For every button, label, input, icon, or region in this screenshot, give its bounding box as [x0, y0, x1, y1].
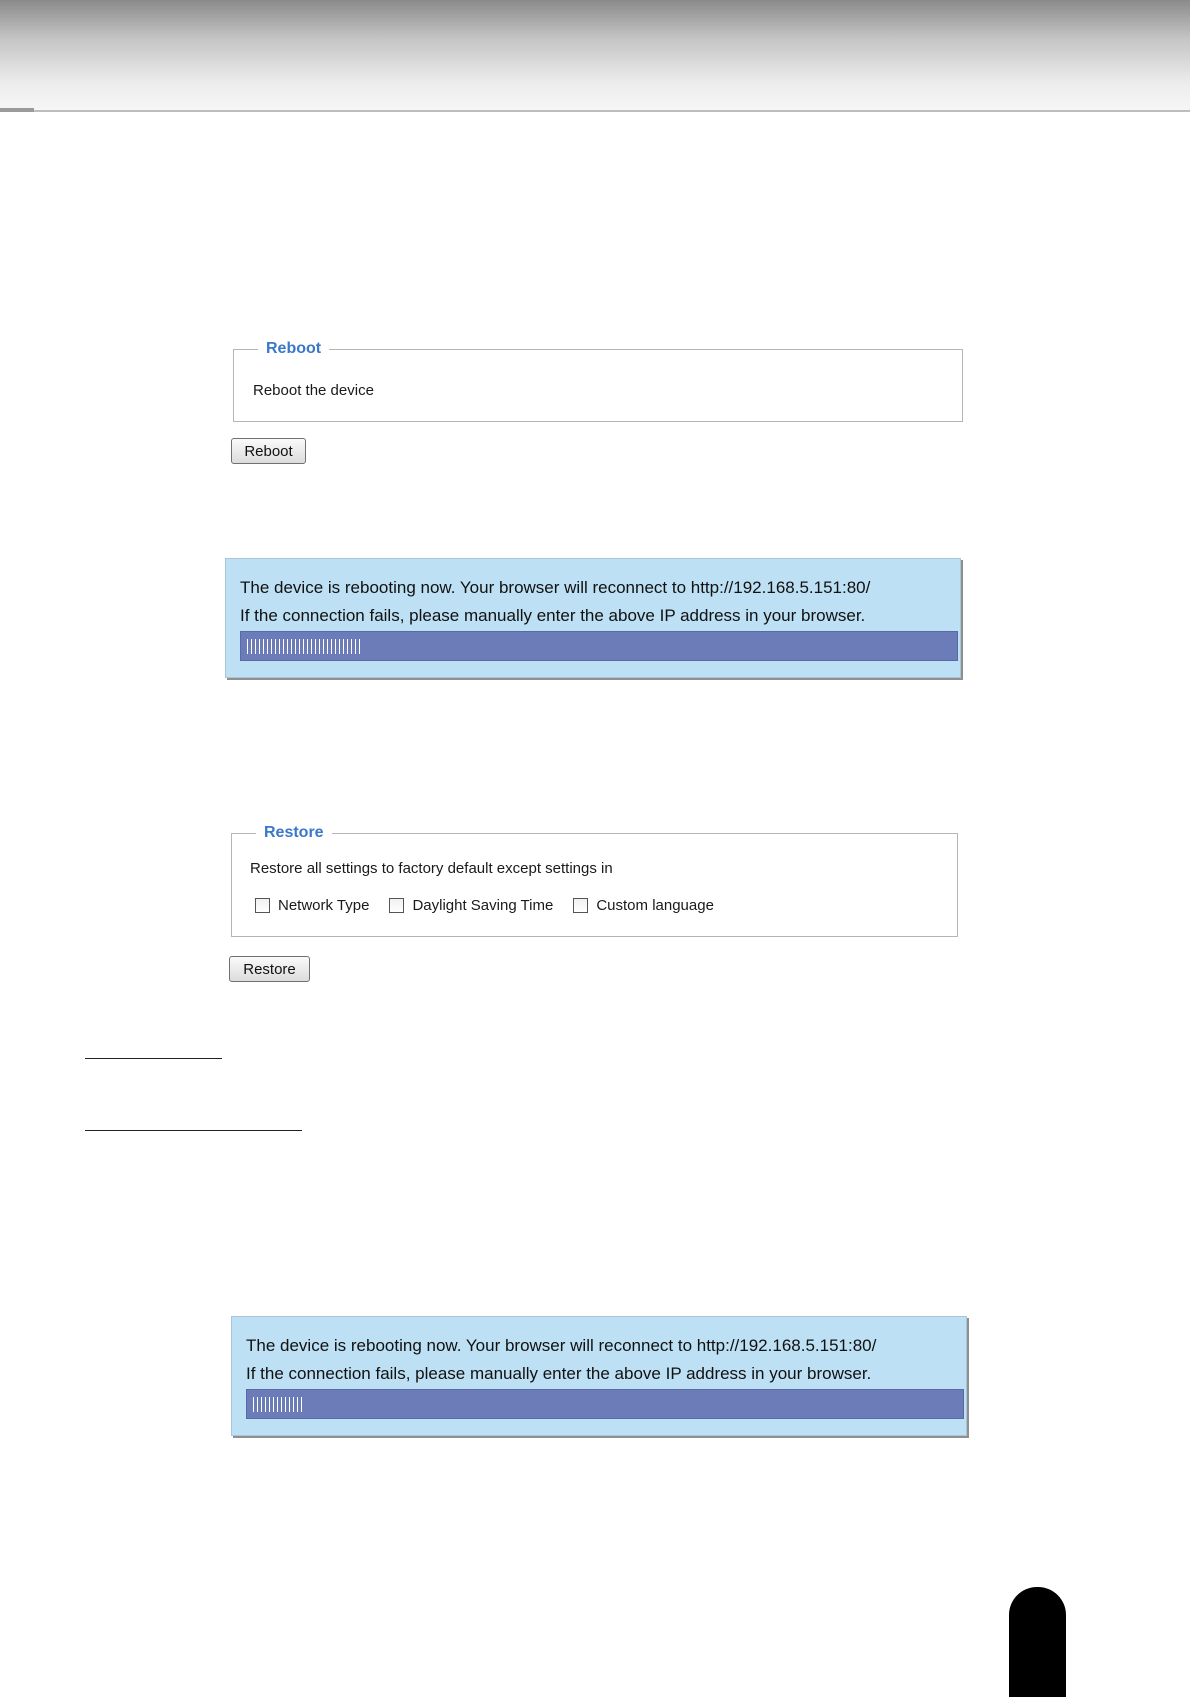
restore-options [255, 897, 734, 914]
page-header-band [0, 0, 1190, 112]
custom-language-label: Custom language [596, 897, 714, 914]
reboot-notice-line1: The device is rebooting now. Your browser will reconnect to http://192.168.5.151:80/ [240, 578, 871, 597]
reboot-notice [225, 558, 961, 678]
network-type-checkbox[interactable] [255, 898, 270, 913]
daylight-saving-label: Daylight Saving Time [412, 897, 554, 914]
reboot-button[interactable]: Reboot [231, 438, 306, 464]
header-tab-mark [0, 108, 34, 112]
restore-progress-bar [246, 1389, 964, 1419]
reboot-progress-fill [247, 639, 360, 654]
network-type-label: Network Type [278, 897, 370, 914]
reboot-group [233, 340, 963, 422]
daylight-saving-option[interactable] [389, 897, 553, 914]
restore-notice-line1: The device is rebooting now. Your browser will reconnect to http://192.168.5.151:80/ [246, 1336, 877, 1355]
daylight-saving-checkbox[interactable] [389, 898, 404, 913]
restore-progress-fill [253, 1397, 302, 1412]
restore-notice [231, 1316, 967, 1436]
reboot-notice-line2: If the connection fails, please manually enter the above IP address in your browser. [240, 606, 866, 625]
reboot-description: Reboot the device [253, 382, 374, 399]
page-number-tab [1009, 1587, 1066, 1697]
separator-line-short [85, 1058, 222, 1059]
restore-notice-line2: If the connection fails, please manually enter the above IP address in your browser. [246, 1364, 872, 1383]
custom-language-option[interactable] [573, 897, 714, 914]
network-type-option[interactable] [255, 897, 369, 914]
restore-button[interactable]: Restore [229, 956, 310, 982]
restore-description: Restore all settings to factory default except settings in [250, 860, 613, 877]
reboot-legend: Reboot [266, 340, 322, 357]
restore-group [231, 824, 958, 937]
custom-language-checkbox[interactable] [573, 898, 588, 913]
restore-legend: Restore [264, 824, 324, 841]
reboot-progress-bar [240, 631, 958, 661]
separator-line-long [85, 1130, 302, 1131]
